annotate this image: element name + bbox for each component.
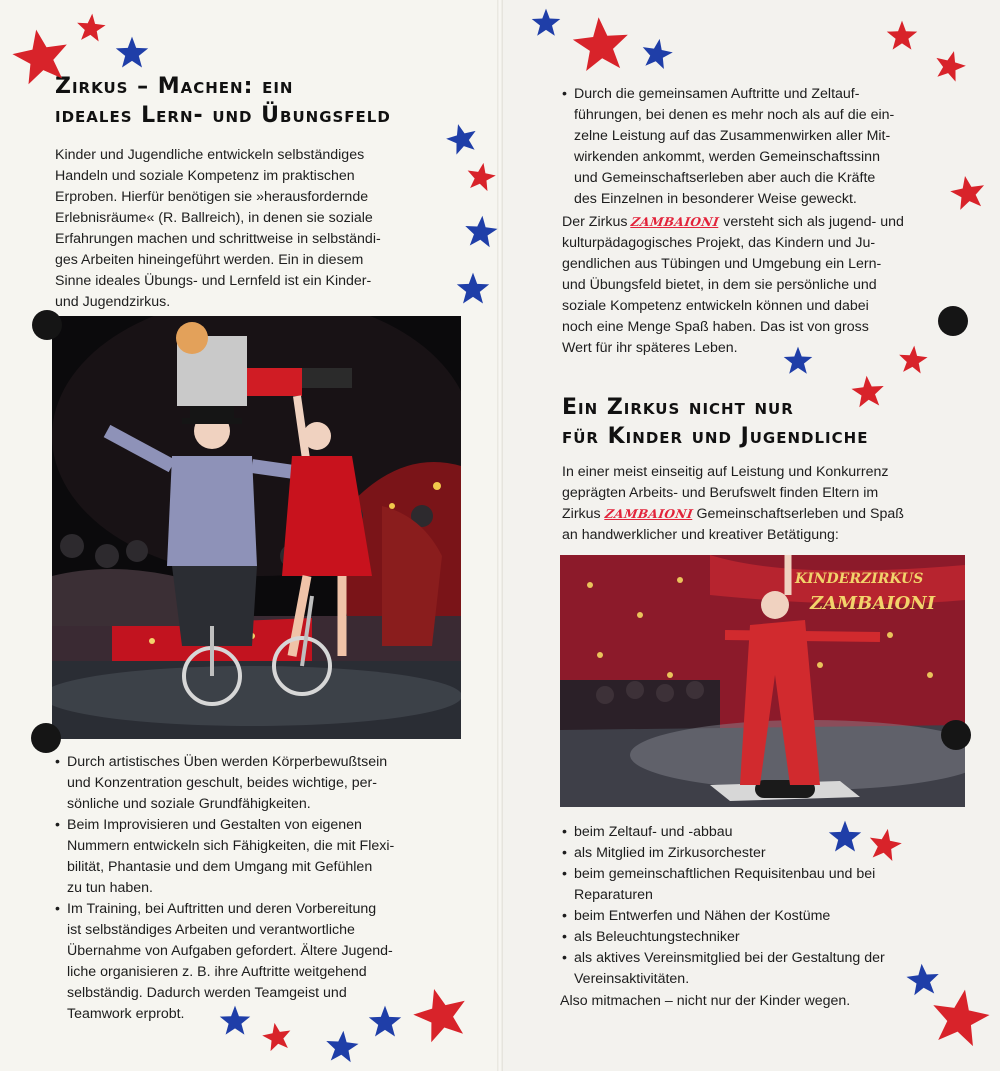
text-line: liche organisieren z. B. ihre Auftritte weitgehend (67, 964, 367, 980)
star-icon (925, 983, 995, 1053)
text-line: • beim Zeltauf- und -abbau (574, 824, 733, 840)
list-item (562, 84, 894, 210)
text-line: Nummern entwickeln sich Fähigkeiten, die mit Flexi- (67, 838, 395, 854)
text-line: • als aktives Vereinsmitglied bei der Gestaltung der (574, 950, 885, 966)
left-bullet-list (55, 752, 394, 1025)
star-icon (570, 14, 633, 77)
text-line: Wert für ihr späteres Leben. (562, 340, 738, 356)
text-line: des Einzelnen in besonderer Weise geweckt. (574, 191, 857, 207)
text-line: Erlebnisräume« (R. Ballreich), in denen sie soziale (55, 210, 373, 226)
text-line: Erfahrungen machen und schrittweise in selbständi- (55, 231, 381, 247)
text-fragment: versteht sich als jugend- und (719, 214, 904, 230)
text-line: soziale Kompetenz entwickeln können und dabei (562, 298, 869, 314)
star-icon (531, 8, 561, 38)
text-line: Sinne ideales Übungs- und Lernfeld ist ein Kinder- (55, 273, 372, 289)
right-heading-line: Ein Zirkus nicht nur (562, 395, 794, 420)
closing-line (560, 991, 850, 1012)
star-icon (865, 825, 904, 864)
text-line: Übernahme von Aufgaben gefordert. Ältere Jugend- (67, 943, 393, 959)
text-line: noch eine Menge Spaß haben. Das ist von gross (562, 319, 869, 335)
text-line: Reparaturen (574, 887, 653, 903)
left-heading (55, 72, 391, 130)
text-line: zelne Leistung auf das Zusammenwirken aller Mit- (574, 128, 891, 144)
text-line: führungen, bei denen es mehr noch als auf die ein- (574, 107, 895, 123)
text-line: In einer meist einseitig auf Leistung und Konkurrenz (562, 464, 889, 480)
text-line: wirkenden ankommt, werden Gemeinschaftssinn (574, 149, 880, 165)
left-heading-line: Zirkus – Machen: ein (55, 74, 294, 99)
punch-hole (32, 310, 62, 340)
text-line: und Konzentration geschult, beides wichtige, per- (67, 775, 377, 791)
text-fragment: Der Zirkus (562, 214, 632, 230)
text-line: selbständig. Dadurch werden Teamgeist und (67, 985, 347, 1001)
text-line: Teamwork erprobt. (67, 1006, 185, 1022)
text-line: Also mitmachen – nicht nur der Kinder wegen. (560, 993, 851, 1009)
acrobat-duo-photo (560, 555, 965, 807)
text-line: • als Mitglied im Zirkusorchester (574, 845, 766, 861)
list-item (562, 927, 885, 948)
right-parents-paragraph (562, 462, 904, 546)
right-project-paragraph (562, 212, 904, 359)
left-heading-line: ideales Lern- und Übungsfeld (55, 103, 391, 128)
text-line: Erproben. Hierfür benötigen sie »herausfordernde (55, 189, 369, 205)
text-line: • Durch die gemeinsamen Auftritte und Zeltauf- (574, 86, 860, 102)
star-icon (464, 160, 499, 195)
text-line: und Übungsfeld bietet, in dem sie persönliche und (562, 277, 877, 293)
list-item (562, 948, 885, 990)
text-line: • beim Entwerfen und Nähen der Kostüme (574, 908, 831, 924)
punch-hole (941, 720, 971, 750)
star-icon (783, 346, 813, 376)
text-line: an handwerklicher und kreativer Betätigung: (562, 527, 839, 543)
text-line: Vereinsaktivitäten. (574, 971, 690, 987)
star-icon (368, 1005, 402, 1039)
text-line: bilität, Phantasie und dem Umgang mit Gefühlen (67, 859, 373, 875)
star-icon (7, 23, 74, 90)
list-item (562, 864, 885, 906)
star-icon (850, 374, 887, 411)
text-fragment: Zirkus (562, 506, 605, 522)
brand-wordmark: ZAMBAIONI (603, 507, 694, 521)
text-line: sönliche und soziale Grundfähigkeiten. (67, 796, 311, 812)
text-fragment: Gemeinschaftserleben und Spaß (692, 506, 904, 522)
star-icon (115, 36, 149, 70)
right-top-bullet (562, 84, 894, 210)
text-line: gendlichen aus Tübingen und Umgebung ein Lern- (562, 256, 882, 272)
star-icon (456, 272, 490, 306)
star-icon (886, 20, 918, 52)
fold-line (497, 0, 503, 1071)
star-icon (897, 344, 930, 377)
text-line: Handeln und soziale Kompetenz im praktischen (55, 168, 355, 184)
text-line: und Jugendzirkus. (55, 294, 171, 310)
text-line: • Beim Improvisieren und Gestalten von eigenen (67, 817, 362, 833)
text-line: und Gemeinschaftserleben aber auch die Kräfte (574, 170, 876, 186)
star-icon (219, 1005, 251, 1037)
banner-text: KINDERZIRKUS (795, 571, 924, 587)
star-icon (947, 172, 989, 214)
unicycle-act-photo (52, 316, 461, 739)
star-icon (463, 214, 500, 251)
star-icon (75, 12, 108, 45)
text-line: • beim gemeinschaftlichen Requisitenbau und bei (574, 866, 876, 882)
brand-wordmark: ZAMBAIONI (630, 215, 721, 229)
punch-hole (31, 723, 61, 753)
list-item (562, 906, 885, 927)
punch-hole (938, 306, 968, 336)
text-line: ist selbständiges Arbeiten und verantwortliche (67, 922, 355, 938)
right-heading-line: für Kinder und Jugendliche (562, 424, 869, 449)
right-heading (562, 393, 868, 451)
text-line: zu tun haben. (67, 880, 153, 896)
text-line: ges Arbeiten hineingeführt werden. Ein in diesem (55, 252, 364, 268)
left-intro-paragraph (55, 145, 381, 313)
star-icon (828, 820, 862, 854)
text-line: • Im Training, bei Auftritten und deren Vorbereitung (67, 901, 377, 917)
star-icon (638, 35, 675, 72)
text-line: • Durch artistisches Üben werden Körperbewußtsein (67, 754, 388, 770)
text-line: Kinder und Jugendliche entwickeln selbständiges (55, 147, 365, 163)
text-line (562, 212, 904, 233)
text-line: kulturpädagogisches Projekt, das Kindern und Ju- (562, 235, 876, 251)
star-icon (260, 1020, 295, 1055)
list-item (55, 752, 394, 815)
list-item (55, 815, 394, 899)
text-line: geprägten Arbeits- und Berufswelt finden Eltern im (562, 485, 879, 501)
banner-text: ZAMBAIONI (810, 593, 936, 614)
star-icon (324, 1029, 361, 1066)
text-line (562, 504, 904, 525)
text-line: • als Beleuchtungstechniker (574, 929, 740, 945)
